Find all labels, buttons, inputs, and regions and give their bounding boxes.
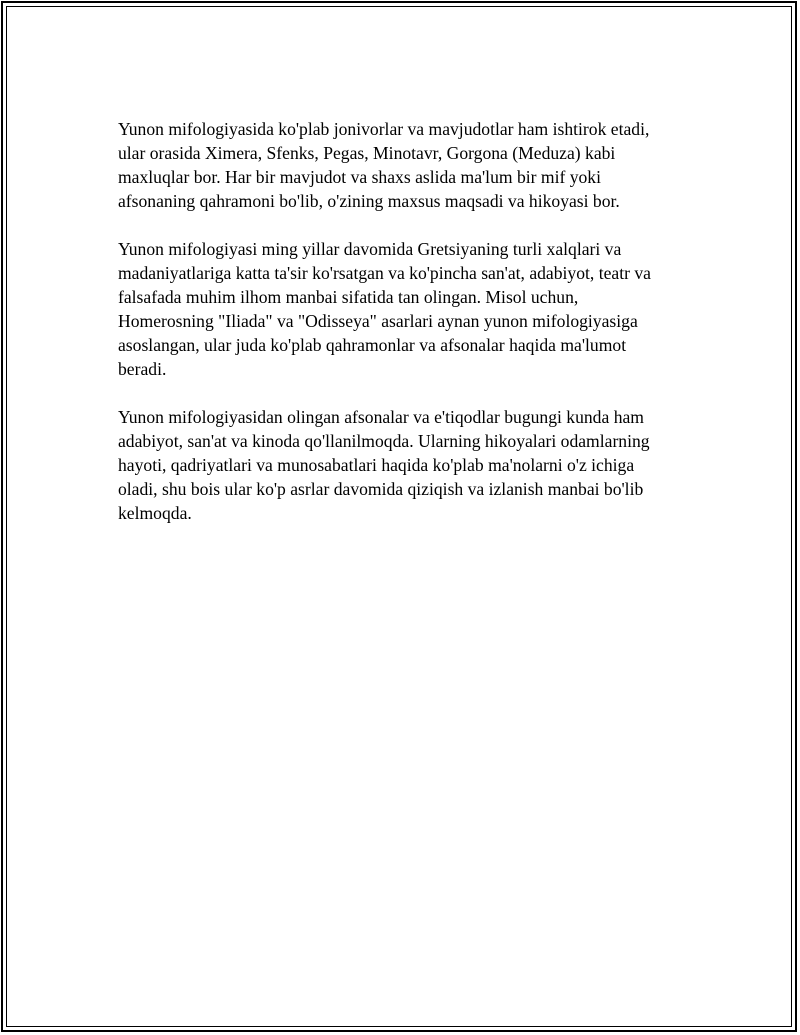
paragraph-1: Yunon mifologiyasida ko'plab jonivorlar va mavjudotlar ham ishtirok etadi, ular orasida Ximera, Sfenks, Pegas, Minotavr, Gorgona (Meduza) kabi maxluqlar bor. Har bir mavjudot va shaxs aslida ma'lum bir mif yoki afsonaning qahramoni bo'lib, o'zining maxsus maqsadi va hikoyasi bor.: [118, 119, 650, 211]
document-body: [118, 117, 688, 549]
paragraph-2: Yunon mifologiyasi ming yillar davomida Gretsiyaning turli xalqlari va madaniyatlariga katta ta'sir ko'rsatgan va ko'pincha san'at, adabiyot, teatr va falsafada muhim ilhom manbai sifatida tan olingan. Misol uchun, Homerosning "Iliada" va "Odisseya" asarlari aynan yunon mifologiyasiga asoslangan, ular juda ko'plab qahramonlar va afsonalar haqida ma'lumot beradi.: [118, 239, 651, 379]
paragraph-3: Yunon mifologiyasidan olingan afsonalar va e'tiqodlar bugungi kunda ham adabiyot, san'at va kinoda qo'llanilmoqda. Ularning hikoyalari odamlarning hayoti, qadriyatlari va munosabatlari haqida ko'plab ma'nolarni o'z ichiga oladi, shu bois ular ko'p asrlar davomida qiziqish va izlanish manbai bo'lib kelmoqda.: [118, 407, 650, 523]
